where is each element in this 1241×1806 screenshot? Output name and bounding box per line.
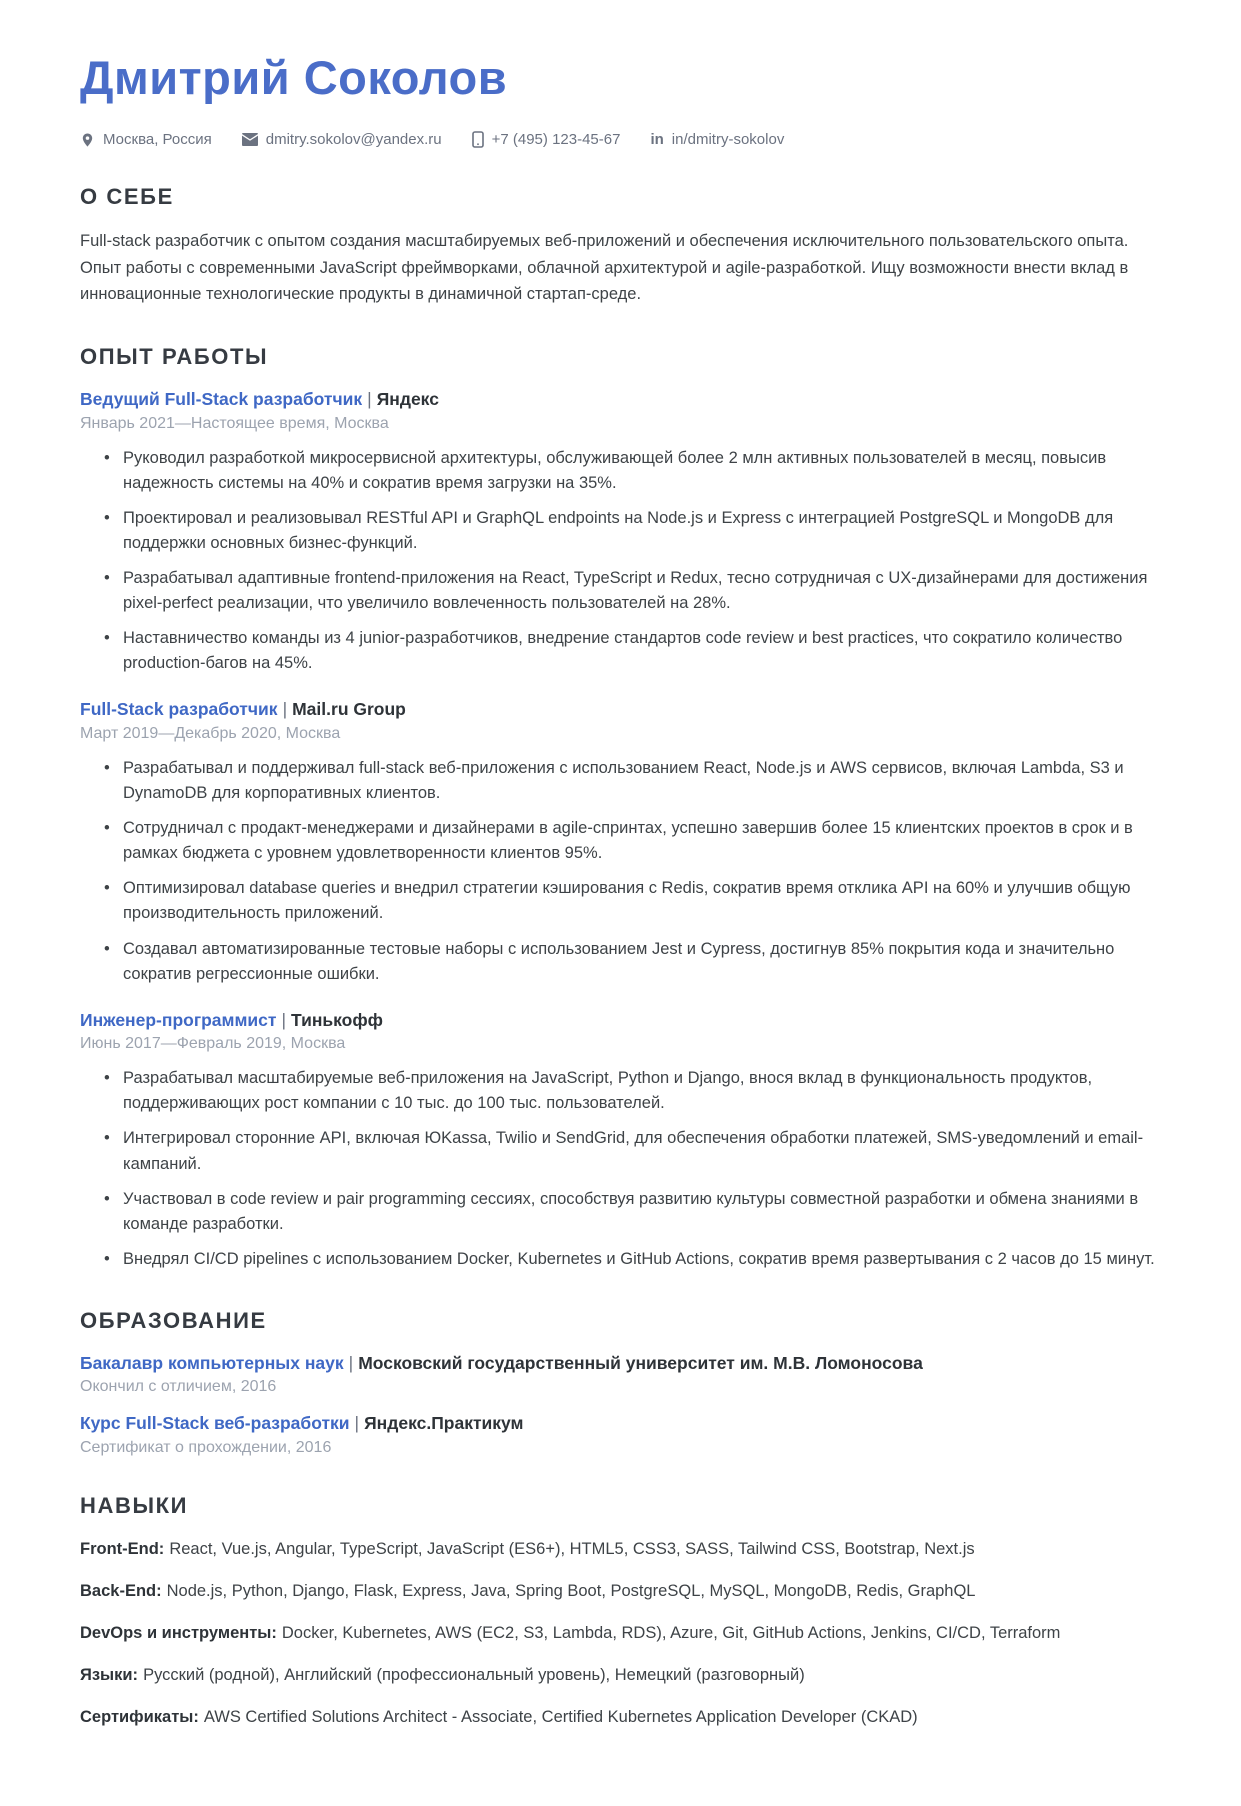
location-pin-icon: [80, 132, 95, 148]
experience-heading: ОПЫТ РАБОТЫ: [80, 344, 269, 370]
skill-text: Docker, Kubernetes, AWS (EC2, S3, Lambda, RDS), Azure, Git, GitHub Actions, Jenkins, CI/CD, Terraform: [281, 1624, 1061, 1643]
skill-text: AWS Certified Solutions Architect - Associate, Certified Kubernetes Application Developer (CKAD): [203, 1708, 918, 1727]
job-company: Mail.ru Group: [292, 699, 406, 720]
skill-label: Back-End:: [80, 1582, 162, 1601]
job-company: Тинькофф: [291, 1009, 383, 1030]
job-bullet-list: [80, 756, 1161, 987]
skill-text: React, Vue.js, Angular, TypeScript, JavaScript (ES6+), HTML5, CSS3, SASS, Tailwind CSS, Bootstrap, Next.js: [169, 1540, 975, 1559]
job-separator: |: [282, 699, 288, 720]
envelope-icon: [242, 133, 258, 146]
contact-linkedin[interactable]: [650, 131, 784, 148]
skill-label: Сертификаты:: [80, 1708, 199, 1727]
skill-label: Языки:: [80, 1666, 139, 1685]
job-title: Full-Stack разработчик: [80, 699, 278, 720]
job-entry: [80, 1009, 1161, 1272]
job-bullet-list: [80, 446, 1161, 677]
education-meta: Сертификат о прохождении, 2016: [80, 1439, 332, 1457]
skill-row: [80, 1621, 1161, 1647]
job-title: Инженер-программист: [80, 1009, 277, 1030]
bullet-item: • Сотрудничал с продакт-менеджерами и дизайнерами в agile-спринтах, успешно завершив более 15 клиентских проектов в срок и в рамках бюджета с уровнем удовлетворенности клиентов 95%.: [104, 816, 1161, 866]
skill-row: [80, 1579, 1161, 1605]
job-company: Яндекс: [376, 389, 439, 410]
job-title: Ведущий Full-Stack разработчик: [80, 389, 363, 410]
job-bullet-list: [80, 1066, 1161, 1272]
bullet-item: • Интегрировал сторонние API, включая ЮKassa, Twilio и SendGrid, для обеспечения обработки платежей, SMS-уведомлений и email-кампаний.: [104, 1126, 1161, 1176]
job-meta: Январь 2021—Настоящее время, Москва: [80, 414, 389, 432]
job-entry: [80, 698, 1161, 986]
bullet-item: • Создавал автоматизированные тестовые наборы с использованием Jest и Cypress, достигнув 85% покрытия кода и значительно сократив регрессионные ошибки.: [104, 937, 1161, 987]
skill-row: [80, 1663, 1161, 1689]
job-separator: |: [281, 1009, 287, 1030]
bullet-item: • Разрабатывал масштабируемые веб-приложения на JavaScript, Python и Django, внося вклад в функциональность продуктов, поддерживающих рост компании с 10 тыс. до 100 тыс. пользователей.: [104, 1066, 1161, 1116]
job-entry: [80, 388, 1161, 676]
skill-text: Node.js, Python, Django, Flask, Express, Java, Spring Boot, PostgreSQL, MySQL, MongoDB, Redis, GraphQL: [166, 1582, 976, 1601]
about-heading: О СЕБЕ: [80, 184, 174, 209]
job-head: [80, 1009, 1161, 1033]
institution-name: Яндекс.Практикум: [364, 1413, 524, 1434]
section-about: [80, 184, 1161, 308]
degree-title: Бакалавр компьютерных наук: [80, 1352, 344, 1373]
contact-location-text: Москва, Россия: [103, 131, 212, 148]
job-head: [80, 698, 1161, 722]
candidate-name: Дмитрий Соколов: [80, 51, 508, 104]
bullet-item: • Наставничество команды из 4 junior-разработчиков, внедрение стандартов code review и best practices, что сократило количество production-багов на 45%.: [104, 626, 1161, 676]
job-meta: Июнь 2017—Февраль 2019, Москва: [80, 1035, 346, 1053]
skill-text: Русский (родной), Английский (профессиональный уровень), Немецкий (разговорный): [143, 1666, 805, 1685]
contact-row: [80, 131, 1161, 148]
mobile-phone-icon: [472, 131, 484, 148]
skills-list: [80, 1537, 1161, 1731]
section-education: [80, 1308, 1161, 1457]
bullet-item: • Проектировал и реализовывал RESTful API и GraphQL endpoints на Node.js и Express с интеграцией PostgreSQL и MongoDB для поддержки основных бизнес-функций.: [104, 506, 1161, 556]
job-separator: |: [367, 389, 372, 410]
bullet-item: • Разрабатывал и поддерживал full-stack веб-приложения с использованием React, Node.js и AWS сервисов, включая Lambda, S3 и DynamoDB для корпоративных клиентов.: [104, 756, 1161, 806]
education-entry: [80, 1412, 1161, 1457]
education-separator: |: [354, 1413, 360, 1434]
about-text: Full-stack разработчик с опытом создания масштабируемых веб-приложений и обеспечения исключительного пользовательского опыта. Опыт работы с современными JavaScript фреймворками, облачной архитектурой и agile-разработкой. Ищу возможности внести вклад в инновационные технологические продукты в динамичной стартап-среде.: [80, 232, 1129, 304]
institution-name: Московский государственный университет им. М.В. Ломоносова: [358, 1352, 923, 1373]
skills-heading: НАВЫКИ: [80, 1493, 189, 1519]
section-skills: [80, 1493, 1161, 1731]
education-head: [80, 1412, 1161, 1436]
education-head: [80, 1352, 1161, 1376]
bullet-item: • Разрабатывал адаптивные frontend-приложения на React, TypeScript и Redux, тесно сотрудничая с UX-дизайнерами для достижения pixel-perfect реализации, что увеличило вовлеченность пользователей на 28%.: [104, 566, 1161, 616]
bullet-item: • Руководил разработкой микросервисной архитектуры, обслуживающей более 2 млн активных пользователей в месяц, повысив надежность системы на 40% и сократив время загрузки на 35%.: [104, 446, 1161, 496]
contact-phone[interactable]: [472, 131, 621, 148]
bullet-item: • Оптимизировал database queries и внедрил стратегии кэширования с Redis, сократив время отклика API на 60% и улучшив общую производительность приложений.: [104, 876, 1161, 926]
degree-title: Курс Full-Stack веб-разработки: [80, 1413, 350, 1434]
education-entry: [80, 1352, 1161, 1397]
section-experience: [80, 344, 1161, 1272]
contact-email[interactable]: [242, 131, 442, 148]
skill-label: Front-End:: [80, 1540, 165, 1559]
skill-row: [80, 1705, 1161, 1731]
linkedin-in-icon: in: [650, 131, 664, 148]
job-meta: Март 2019—Декабрь 2020, Москва: [80, 725, 341, 743]
bullet-item: • Участвовал в code review и pair programming сессиях, способствуя развитию культуры совместной разработки и обмена знаниями в команде разработки.: [104, 1187, 1161, 1237]
contact-phone-text[interactable]: +7 (495) 123-45-67: [491, 131, 621, 148]
skill-row: [80, 1537, 1161, 1563]
contact-linkedin-text[interactable]: in/dmitry-sokolov: [671, 131, 785, 148]
bullet-item: • Внедрял CI/CD pipelines с использованием Docker, Kubernetes и GitHub Actions, сократив время развертывания с 2 часов до 15 минут.: [104, 1247, 1161, 1272]
skill-label: DevOps и инструменты:: [80, 1624, 277, 1643]
contact-location: [80, 131, 212, 148]
job-head: [80, 388, 1161, 412]
education-heading: ОБРАЗОВАНИЕ: [80, 1307, 267, 1333]
education-separator: |: [348, 1352, 354, 1373]
contact-email-text[interactable]: dmitry.sokolov@yandex.ru: [265, 131, 442, 148]
education-meta: Окончил с отличием, 2016: [80, 1378, 277, 1396]
